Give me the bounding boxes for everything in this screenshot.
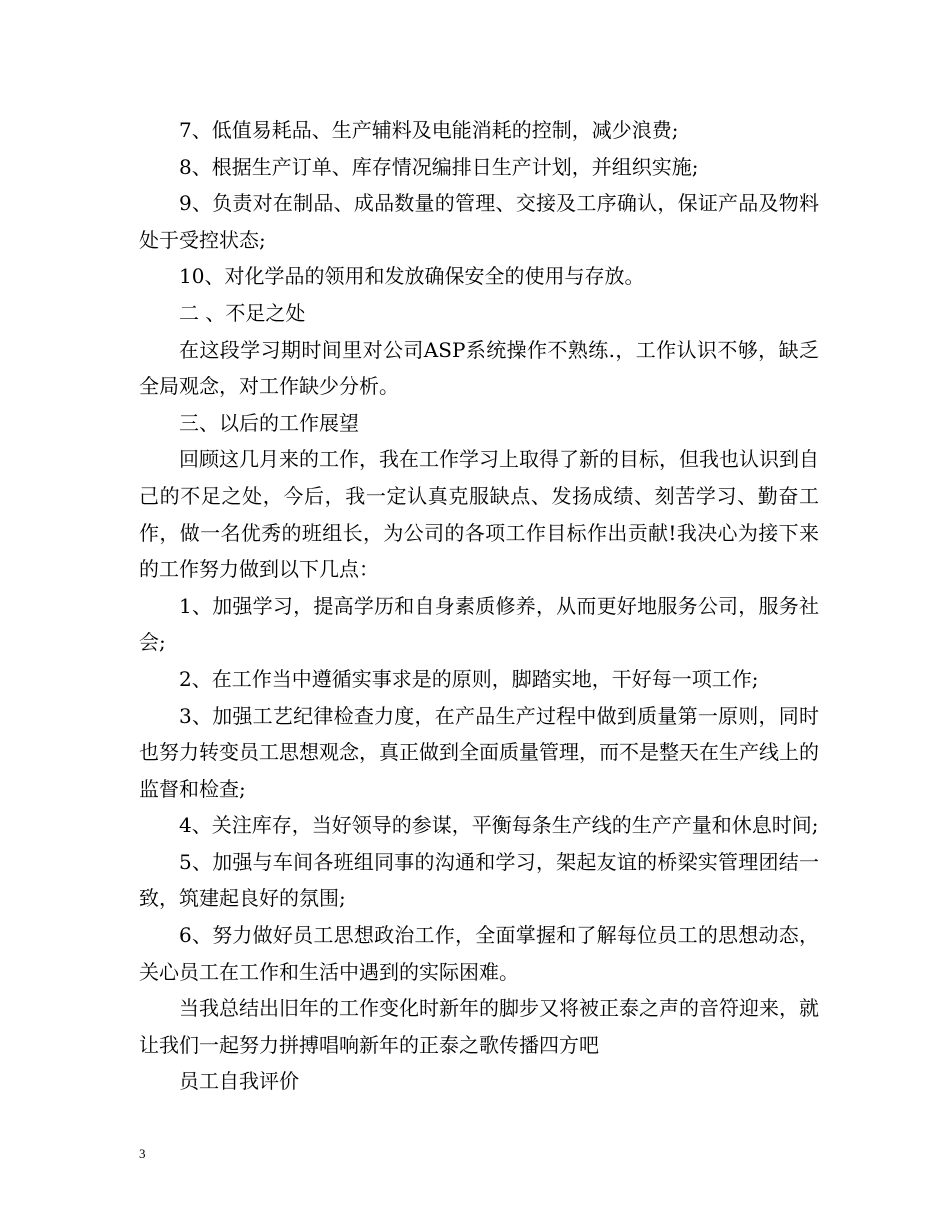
- goal-item-6: 6、努力做好员工思想政治工作，全面掌握和了解每位员工的思想动态，关心员工在工作和生活中遇到的实际困难。: [139, 923, 819, 984]
- goal-item-5: 5、加强与车间各班组同事的沟通和学习，架起友谊的桥梁实管理团结一致，筑建起良好的氛围;: [139, 849, 819, 911]
- goal-item-3: 3、加强工艺纪律检查力度，在产品生产过程中做到质量第一原则，同时也努力转变员工思想观念，真正做到全面质量管理，而不是整天在生产线上的监督和检查;: [139, 703, 819, 801]
- closing-paragraph: 当我总结出旧年的工作变化时新年的脚步又将被正泰之声的音符迎来，就让我们一起努力拼搏唱响新年的正泰之歌传播四方吧: [139, 996, 819, 1057]
- paragraph-shortcomings: 在这段学习期时间里对公司ASP系统操作不熟练.，工作认识不够，缺乏全局观念，对工作缺少分析。: [139, 337, 819, 399]
- paragraph-item-7: 7、低值易耗品、生产辅料及电能消耗的控制，减少浪费;: [179, 118, 679, 142]
- paragraph-review: 回顾这几月来的工作，我在工作学习上取得了新的目标，但我也认识到自己的不足之处，今后，我一定认真克服缺点、发扬成绩、刻苦学习、勤奋工作，做一名优秀的班组长，为公司的各项工作目标作出贡献!我决心为接下来的工作努力做到以下几点：: [139, 447, 819, 582]
- goal-item-1: 1、加强学习，提高学历和自身素质修养，从而更好地服务公司，服务社会;: [139, 593, 819, 655]
- document-body: [139, 112, 819, 1100]
- section-heading-outlook: 三、以后的工作展望: [179, 410, 359, 435]
- next-section-title: 员工自我评价: [179, 1069, 299, 1094]
- paragraph-item-9: 9、负责对在制品、成品数量的管理、交接及工序确认，保证产品及物料处于受控状态;: [139, 191, 819, 252]
- paragraph-item-8: 8、根据生产订单、库存情况编排日生产计划，并组织实施;: [179, 154, 699, 179]
- goal-item-4: 4、关注库存，当好领导的参谋，平衡每条生产线的生产产量和休息时间;: [179, 813, 819, 838]
- paragraph-item-10: 10、对化学品的领用和发放确保安全的使用与存放。: [179, 264, 645, 289]
- goal-item-2: 2、在工作当中遵循实事求是的原则，脚踏实地，干好每一项工作;: [179, 666, 759, 691]
- section-heading-shortcomings: 二 、不足之处: [179, 300, 306, 325]
- page-number: 3: [139, 1146, 146, 1161]
